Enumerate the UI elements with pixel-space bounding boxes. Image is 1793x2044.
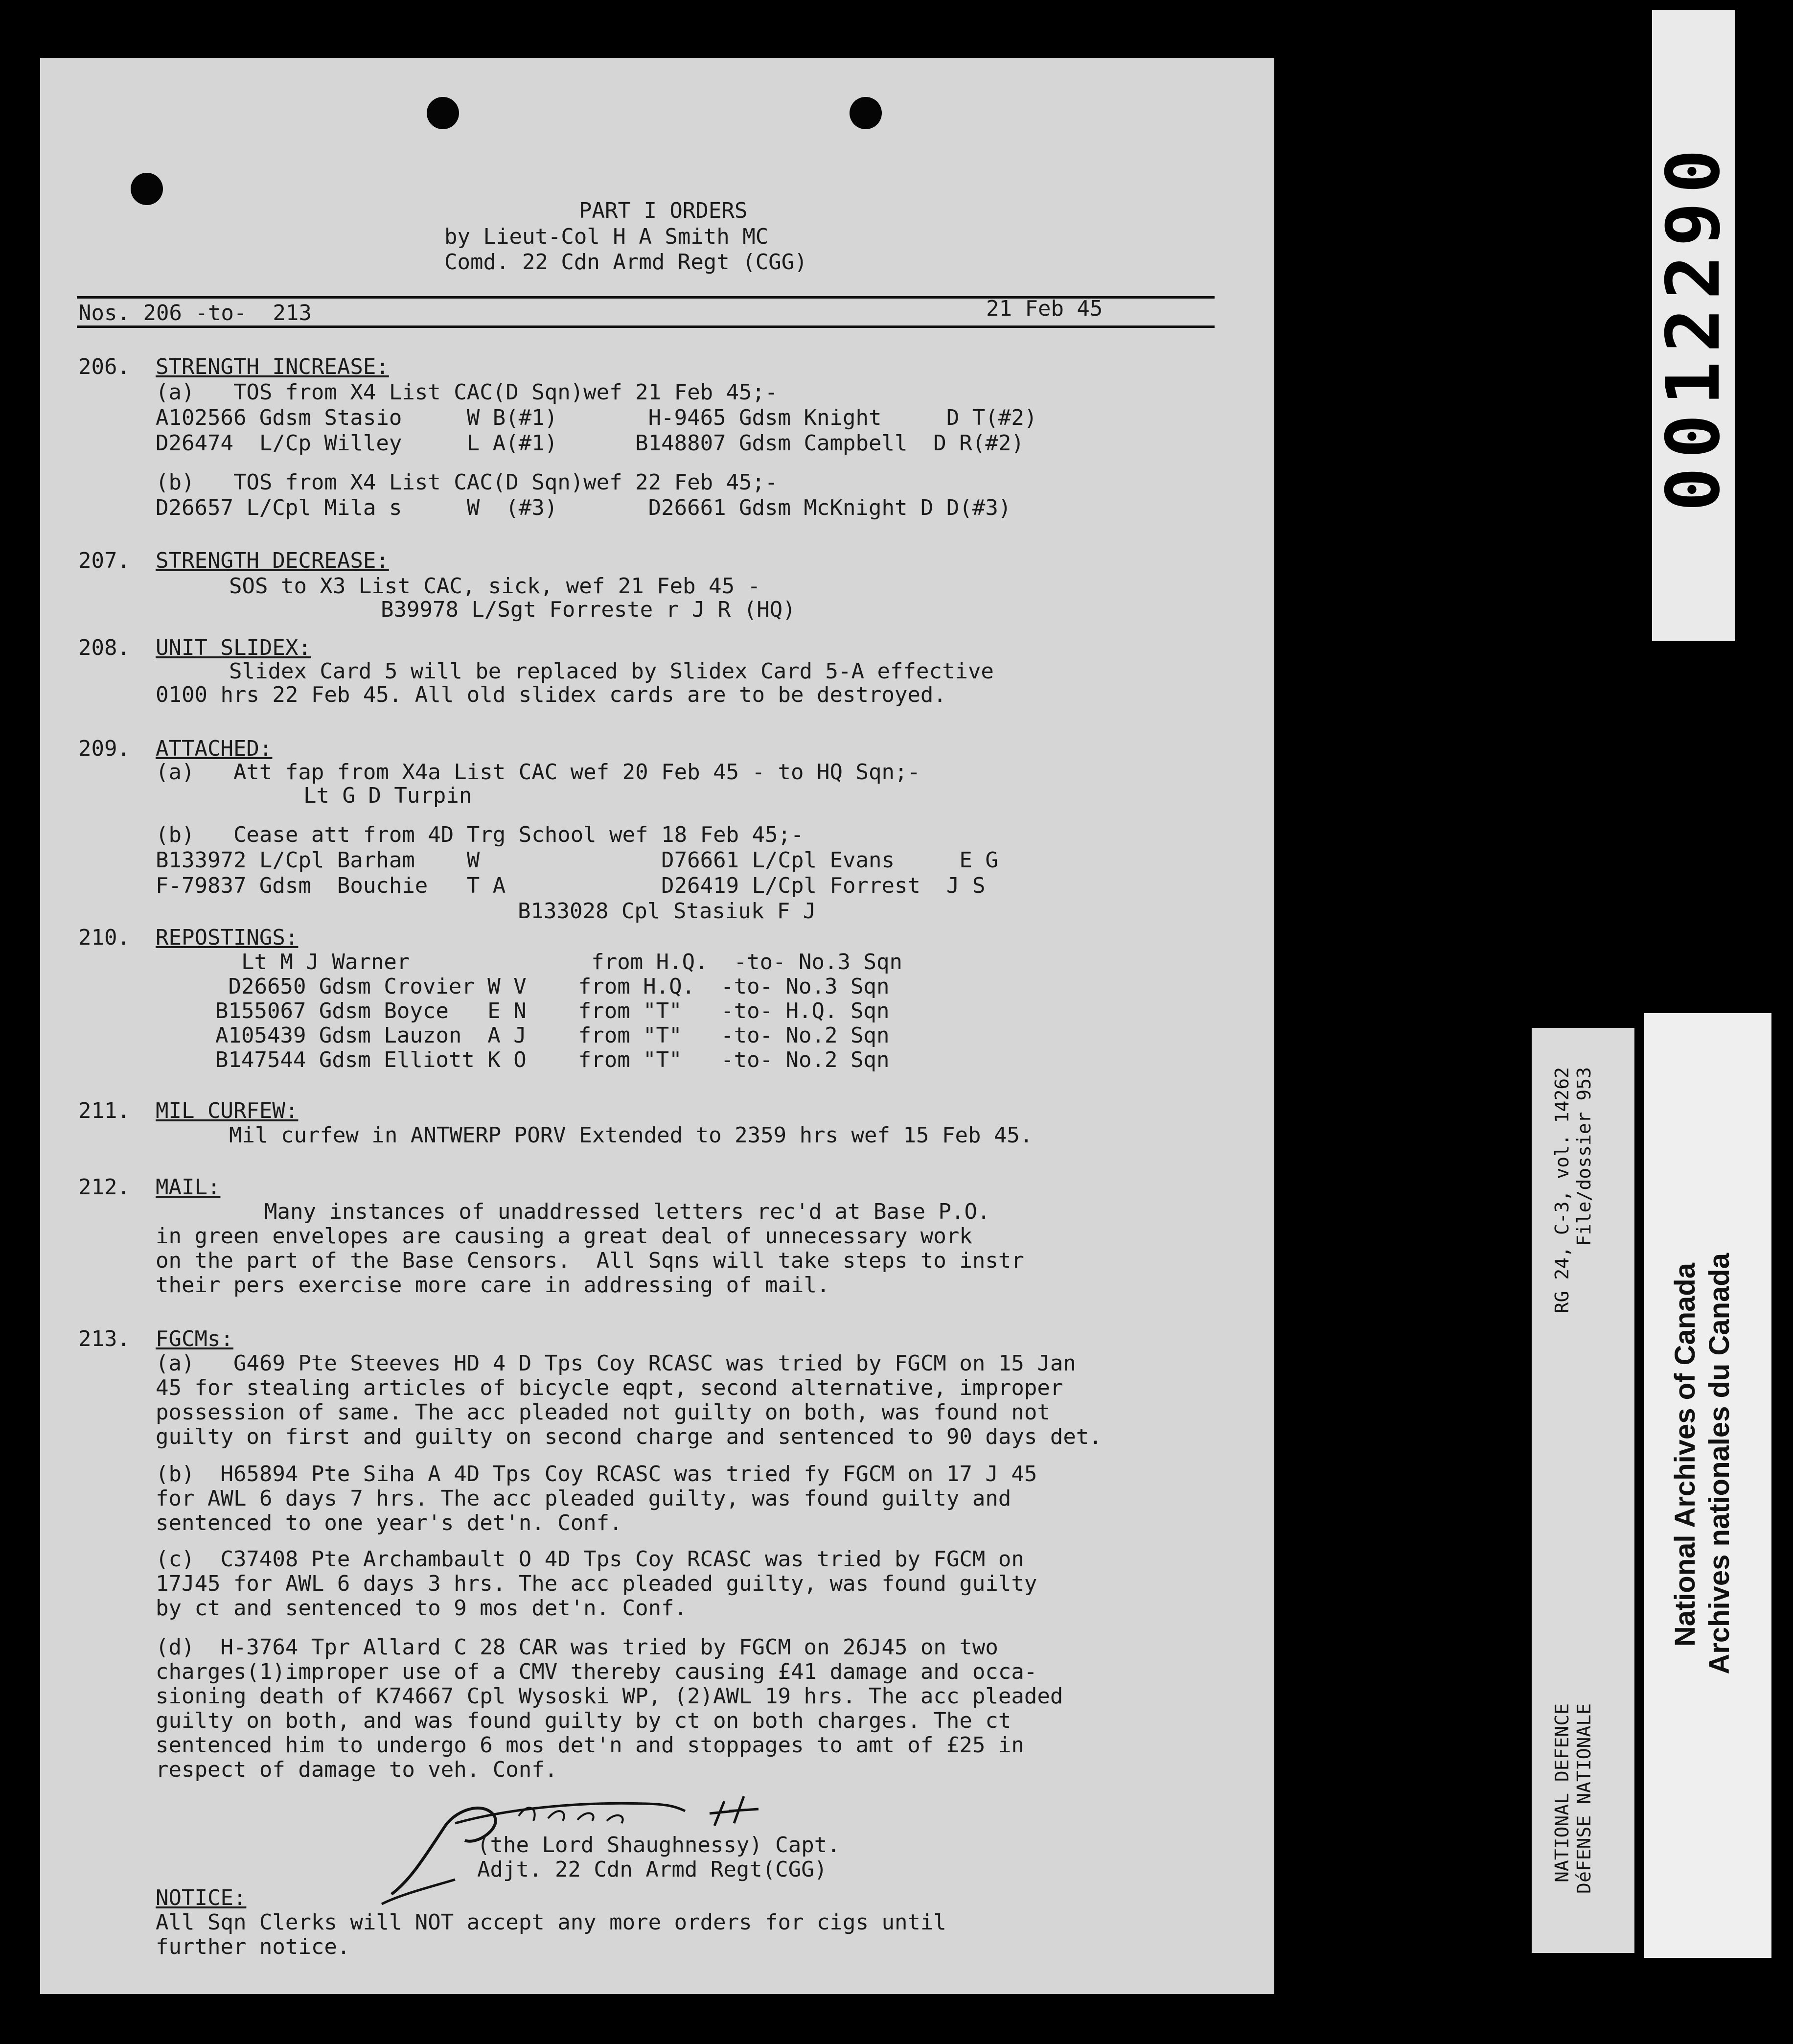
order-heading: FGCMs:: [156, 1326, 233, 1351]
reposting-row: B147544 Gdsm Elliott K O from "T" -to- No.2 Sqn: [215, 1047, 890, 1072]
order-line: Slidex Card 5 will be replaced by Slidex Card 5-A effective: [229, 659, 994, 684]
issuer-line: by Lieut-Col H A Smith MC: [444, 224, 769, 249]
order-line: (b) H65894 Pte Siha A 4D Tps Coy RCASC was tried fy FGCM on 17 J 45: [156, 1462, 1037, 1487]
personnel-row: B39978 L/Sgt Forreste r J R (HQ): [381, 597, 796, 622]
archive-ref-line1: RG 24, C-3, vol. 14262: [1551, 1067, 1573, 1314]
archive-ref-line2: File/dossier 953: [1573, 1067, 1595, 1247]
order-line: respect of damage to veh. Conf.: [156, 1757, 558, 1782]
reposting-row: Lt M J Warner from H.Q. -to- No.3 Sqn: [215, 950, 902, 975]
order-number: 213.: [78, 1326, 130, 1351]
archive-dept-line2: DéFENSE NATIONALE: [1573, 1703, 1595, 1894]
order-line: (b) Cease att from 4D Trg School wef 18 Feb 45;-: [156, 822, 804, 847]
order-heading: ATTACHED:: [156, 736, 273, 761]
command-line: Comd. 22 Cdn Armd Regt (CGG): [444, 250, 807, 275]
order-line: guilty on first and guilty on second charge and sentenced to 90 days det.: [156, 1424, 1102, 1449]
order-heading: MAIL:: [156, 1175, 221, 1200]
order-line: (a) TOS from X4 List CAC(D Sqn)wef 21 Feb 45;-: [156, 380, 778, 405]
signatory-title: Adjt. 22 Cdn Armd Regt(CGG): [477, 1857, 828, 1882]
personnel-row: F-79837 Gdsm Bouchie T A D26419 L/Cpl Forrest J S: [156, 873, 986, 898]
order-line: (a) Att fap from X4a List CAC wef 20 Feb 45 - to HQ Sqn;-: [156, 760, 920, 785]
order-line: for AWL 6 days 7 hrs. The acc pleaded guilty, was found guilty and: [156, 1486, 1011, 1511]
notice-line: further notice.: [156, 1934, 350, 1959]
order-line: (a) G469 Pte Steeves HD 4 D Tps Coy RCASC was tried by FGCM on 15 Jan: [156, 1351, 1076, 1376]
order-line: on the part of the Base Censors. All Sqns will take steps to instr: [156, 1248, 1024, 1273]
order-line: sentenced to one year's det'n. Conf.: [156, 1510, 622, 1535]
archive-name-en: National Archives of Canada: [1669, 1263, 1701, 1647]
archive-name-fr: Archives nationales du Canada: [1703, 1253, 1735, 1674]
order-line: 0100 hrs 22 Feb 45. All old slidex cards are to be destroyed.: [156, 682, 946, 707]
order-heading: STRENGTH DECREASE:: [156, 548, 389, 573]
reposting-row: A105439 Gdsm Lauzon A J from "T" -to- No.2 Sqn: [215, 1023, 890, 1048]
order-date: 21 Feb 45: [986, 296, 1103, 321]
personnel-row: Lt G D Turpin: [303, 783, 472, 808]
order-line: Many instances of unaddressed letters rec'd at Base P.O.: [264, 1199, 990, 1224]
order-number: 210.: [78, 925, 130, 950]
reposting-row: D26650 Gdsm Crovier W V from H.Q. -to- No.3 Sqn: [215, 974, 890, 999]
order-line: in green envelopes are causing a great deal of unnecessary work: [156, 1224, 972, 1249]
header-rule-bottom: [77, 325, 1215, 328]
personnel-row: A102566 Gdsm Stasio W B(#1) H-9465 Gdsm Knight D T(#2): [156, 405, 1037, 430]
personnel-row: B133972 L/Cpl Barham W D76661 L/Cpl Evans E G: [156, 848, 998, 873]
order-line: 17J45 for AWL 6 days 3 hrs. The acc pleaded guilty, was found guilty: [156, 1571, 1037, 1596]
punch-hole: [850, 97, 882, 129]
reposting-row: B155067 Gdsm Boyce E N from "T" -to- H.Q. Sqn: [215, 999, 890, 1023]
order-heading: UNIT SLIDEX:: [156, 635, 311, 660]
order-heading: REPOSTINGS:: [156, 925, 299, 950]
punch-hole: [427, 97, 459, 129]
order-number: 208.: [78, 635, 130, 660]
archive-dept-line1: NATIONAL DEFENCE: [1551, 1703, 1573, 1883]
order-number: 206.: [78, 354, 130, 379]
order-line: by ct and sentenced to 9 mos det'n. Conf.: [156, 1596, 688, 1621]
punch-hole: [131, 173, 163, 205]
order-heading: STRENGTH INCREASE:: [156, 354, 389, 379]
order-number: 212.: [78, 1175, 130, 1200]
order-line: sentenced him to undergo 6 mos det'n and stoppages to amt of £25 in: [156, 1733, 1024, 1758]
order-number: 207.: [78, 548, 130, 573]
order-heading: MIL CURFEW:: [156, 1098, 299, 1123]
order-line: possession of same. The acc pleaded not guilty on both, was found not: [156, 1400, 1050, 1425]
order-line: 45 for stealing articles of bicycle eqpt, second alternative, improper: [156, 1375, 1063, 1400]
order-line: (d) H-3764 Tpr Allard C 28 CAR was tried by FGCM on 26J45 on two: [156, 1635, 998, 1660]
personnel-row: D26474 L/Cp Willey L A(#1) B148807 Gdsm Campbell D R(#2): [156, 431, 1024, 456]
personnel-row: D26657 L/Cpl Mila s W (#3) D26661 Gdsm McKnight D D(#3): [156, 495, 1011, 520]
notice-line: All Sqn Clerks will NOT accept any more orders for cigs until: [156, 1910, 946, 1935]
order-line: (b) TOS from X4 List CAC(D Sqn)wef 22 Feb 45;-: [156, 470, 778, 495]
order-number: 209.: [78, 736, 130, 761]
order-number: 211.: [78, 1098, 130, 1123]
notice-heading: NOTICE:: [156, 1885, 247, 1910]
order-line: charges(1)improper use of a CMV thereby causing £41 damage and occa-: [156, 1659, 1037, 1684]
order-line: their pers exercise more care in addressing of mail.: [156, 1273, 830, 1298]
order-line: Mil curfew in ANTWERP PORV Extended to 2359 hrs wef 15 Feb 45.: [229, 1123, 1033, 1148]
order-line: guilty on both, and was found guilty by ct on both charges. The ct: [156, 1708, 1011, 1733]
personnel-row: B133028 Cpl Stasiuk F J: [518, 899, 816, 924]
signatory-name: (the Lord Shaughnessy) Capt.: [477, 1833, 840, 1858]
order-line: sioning death of K74667 Cpl Wysoski WP, (2)AWL 19 hrs. The acc pleaded: [156, 1684, 1063, 1709]
order-line: (c) C37408 Pte Archambault O 4D Tps Coy RCASC was tried by FGCM on: [156, 1547, 1024, 1572]
order-numbers: Nos. 206 -to- 213: [78, 301, 312, 325]
document-stamp-number: 0012290: [1651, 140, 1736, 512]
order-line: SOS to X3 List CAC, sick, wef 21 Feb 45 -: [229, 574, 761, 599]
page-title: PART I ORDERS: [579, 198, 748, 223]
